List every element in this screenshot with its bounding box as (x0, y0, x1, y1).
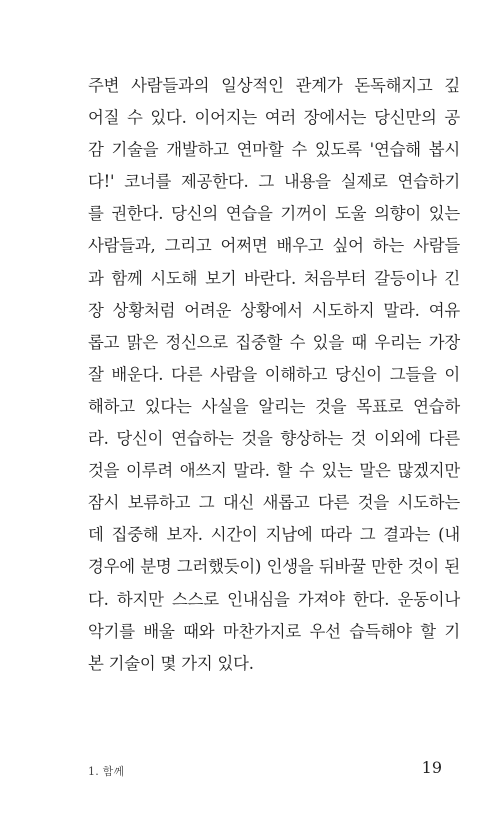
text-line-12: 라. 당신이 연습하는 것을 향상하는 것 이외에 다른 (88, 429, 460, 449)
text-line-18: 악기를 배울 때와 마찬가지로 우선 습득해야 할 기 (88, 621, 460, 641)
text-line-9: 롭고 맑은 정신으로 집중할 수 있을 때 우리는 가장 (88, 332, 460, 352)
text-line-16: 경우에 분명 그러했듯이) 인생을 뒤바꿀 만한 것이 된 (88, 557, 460, 577)
text-line-5: 를 권한다. 당신의 연습을 기꺼이 도울 의향이 있는 (88, 204, 460, 224)
text-line-7: 과 함께 시도해 보기 바란다. 처음부터 갈등이나 긴 (88, 268, 460, 288)
text-line-8: 장 상황처럼 어려운 상황에서 시도하지 말라. 여유 (88, 300, 460, 320)
text-line-6: 사람들과, 그리고 어쩌면 배우고 싶어 하는 사람들 (88, 236, 460, 256)
text-line-11: 해하고 있다는 사실을 알리는 것을 목표로 연습하 (88, 396, 460, 416)
text-line-10: 잘 배운다. 다른 사람을 이해하고 당신이 그들을 이 (88, 364, 460, 384)
text-line-14: 잠시 보류하고 그 대신 새롭고 다른 것을 시도하는 (88, 493, 460, 513)
text-line-4: 다!' 코너를 제공한다. 그 내용을 실제로 연습하기 (88, 172, 460, 192)
text-line-3: 감 기술을 개발하고 연마할 수 있도록 '연습해 봅시 (88, 140, 460, 160)
body-paragraph (88, 70, 460, 680)
text-line-13: 것을 이루려 애쓰지 말라. 할 수 있는 말은 많겠지만 (88, 461, 460, 481)
text-line-15: 데 집중해 보자. 시간이 지남에 따라 그 결과는 (내 (88, 525, 460, 545)
text-line-17: 다. 하지만 스스로 인내심을 가져야 한다. 운동이나 (88, 589, 460, 609)
text-line-19: 본 기술이 몇 가지 있다. (88, 653, 254, 673)
text-line-1: 주변 사람들과의 일상적인 관계가 돈독해지고 깊 (88, 76, 460, 95)
text-line-2: 어질 수 있다. 이어지는 여러 장에서는 당신만의 공 (88, 108, 460, 128)
page-number: 19 (421, 758, 442, 777)
running-footer-chapter: 1. 함께 (88, 765, 125, 778)
